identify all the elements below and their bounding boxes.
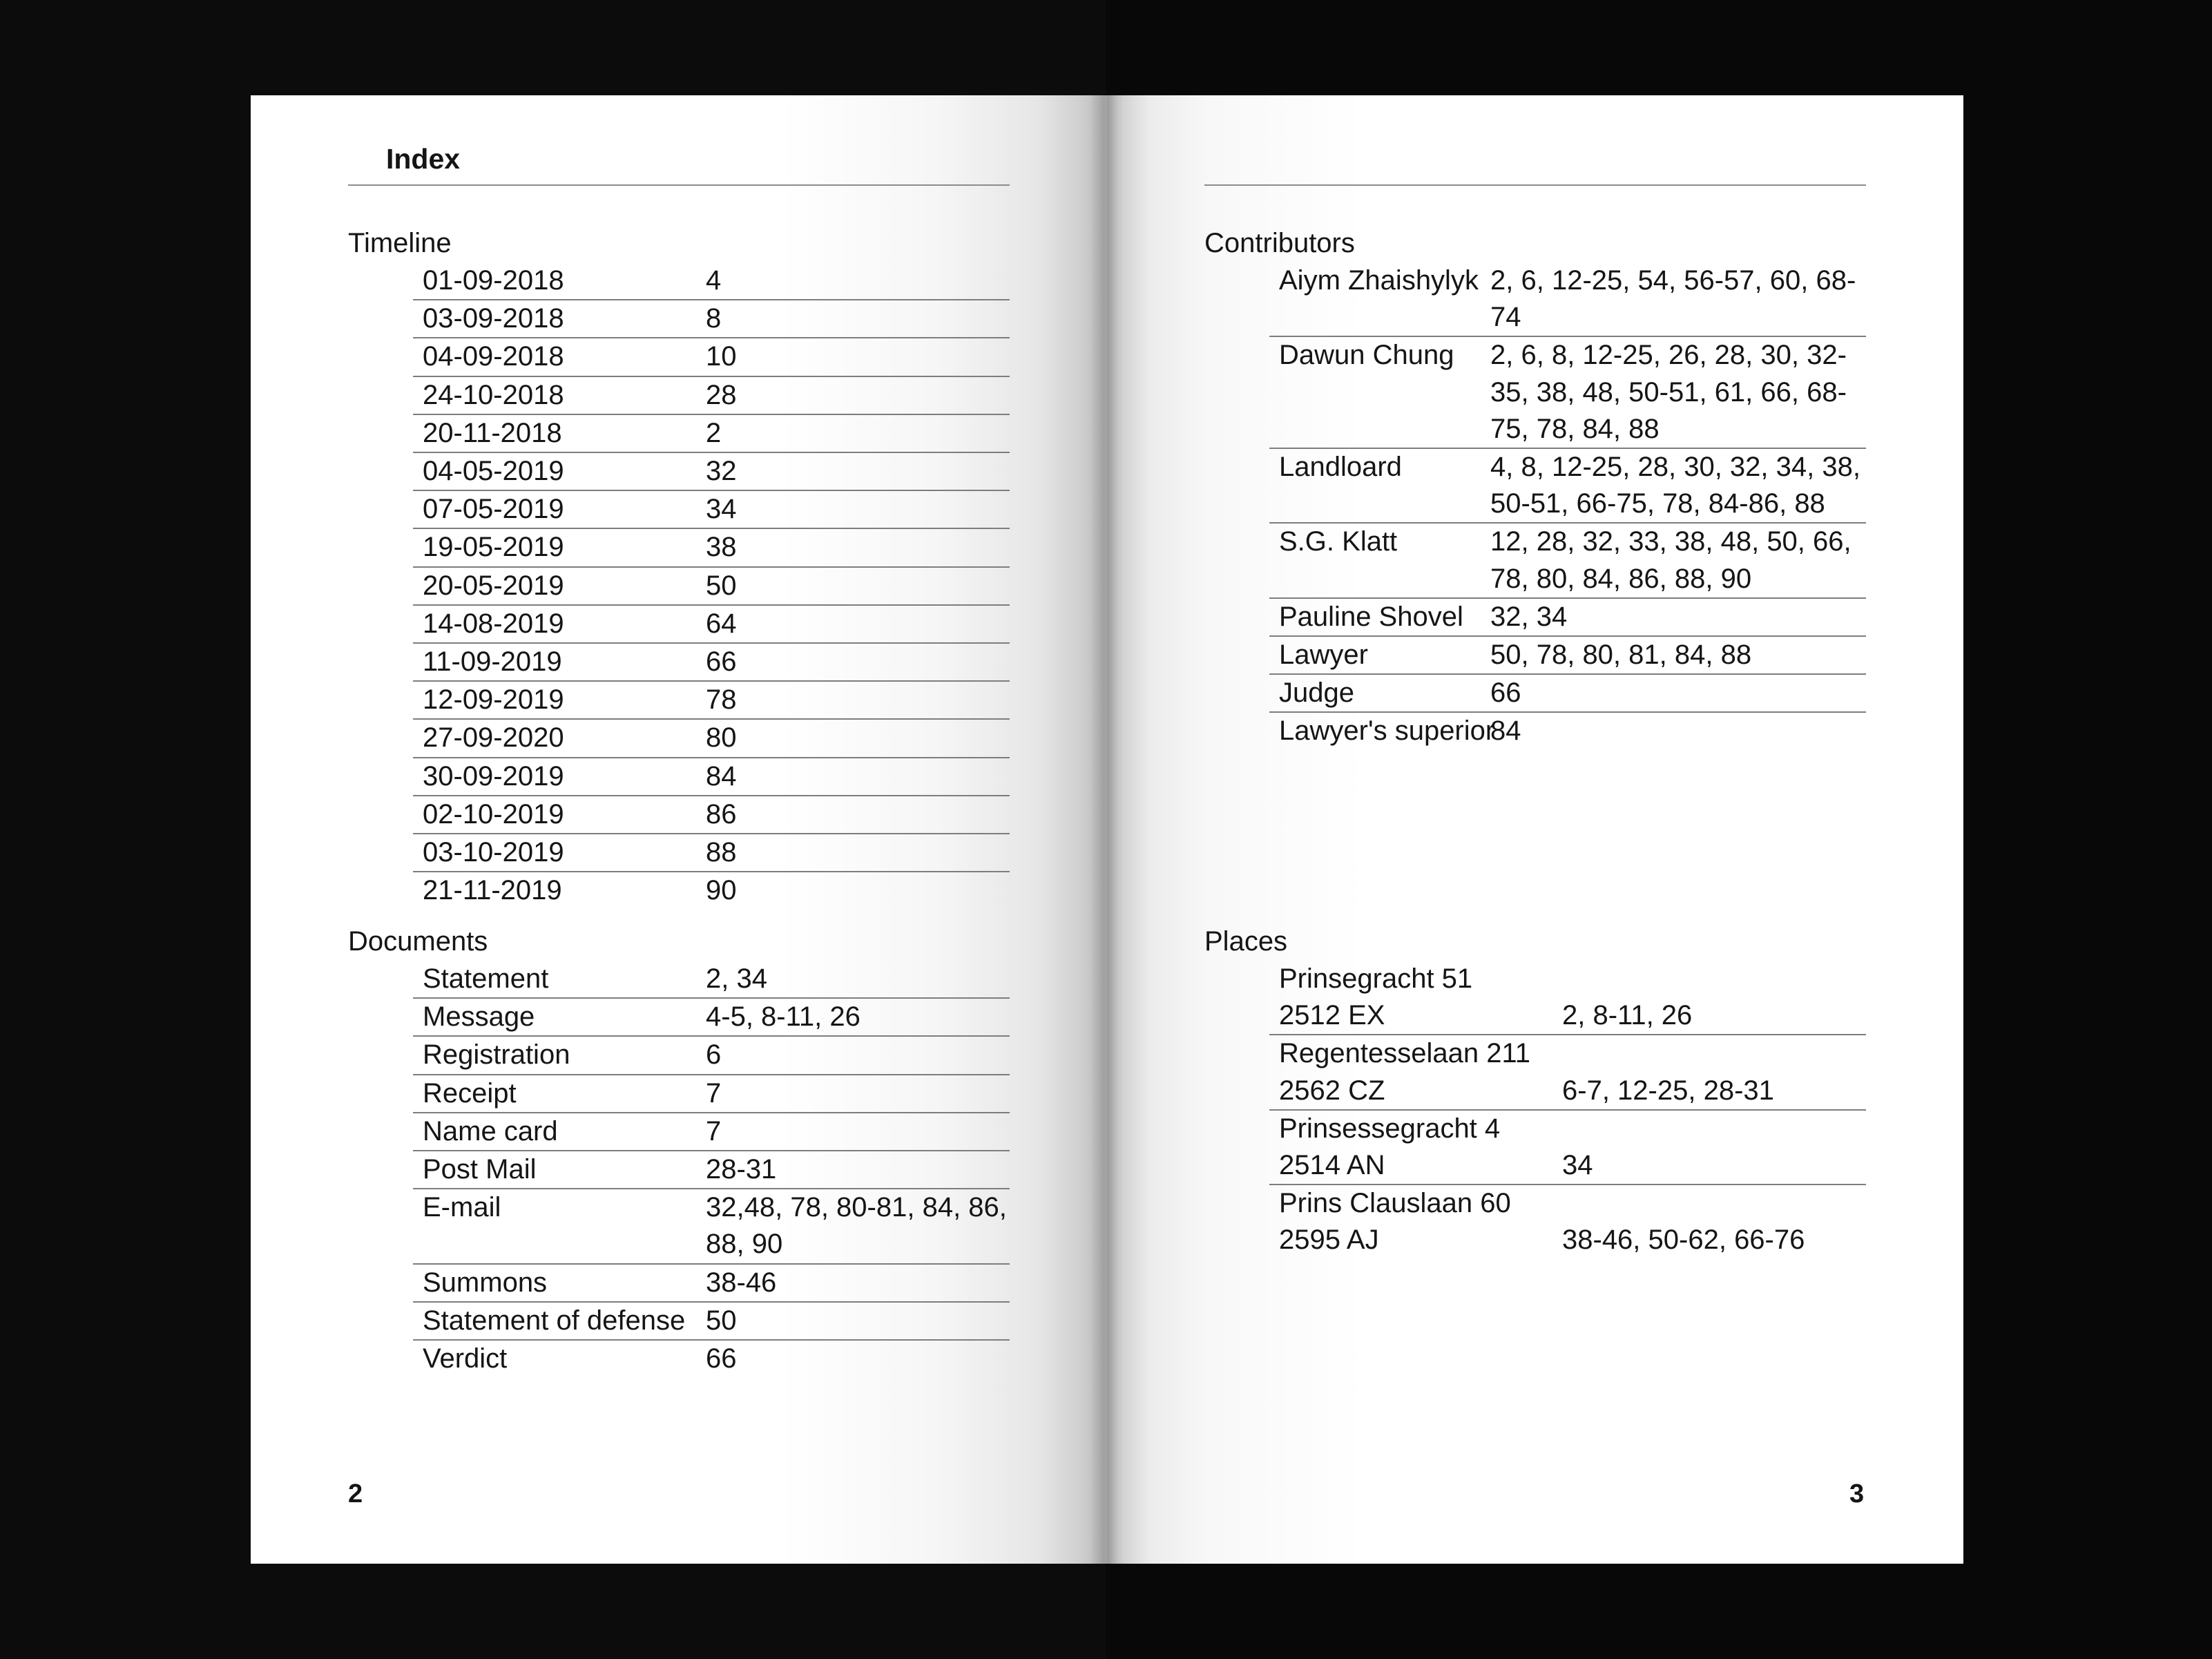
place-postcode: 2595 AJ xyxy=(1279,1225,1379,1256)
timeline-row xyxy=(413,568,1010,606)
entry-label: 19-05-2019 xyxy=(423,532,564,563)
timeline-title: Timeline xyxy=(348,228,452,258)
timeline-row xyxy=(413,758,1010,796)
contributor-row xyxy=(1269,524,1866,598)
timeline-row xyxy=(413,529,1010,567)
document-row xyxy=(413,1075,1010,1113)
entry-pages: 32, 34 xyxy=(1490,601,1568,632)
timeline-row xyxy=(413,453,1010,491)
contributor-row xyxy=(1269,337,1866,449)
entry-pages: 64 xyxy=(706,608,737,639)
contributors-table xyxy=(1269,262,1866,750)
entry-pages: 6 xyxy=(706,1039,722,1071)
entry-pages: 4, 8, 12-25, 28, 30, 32, 34, 38, 50-51, 66-75, 78, 84-86, 88 xyxy=(1490,452,1860,519)
timeline-row xyxy=(413,606,1010,644)
entry-label: 03-10-2019 xyxy=(423,837,564,868)
header-rule-right xyxy=(1204,184,1866,186)
timeline-row xyxy=(413,644,1010,682)
timeline-row xyxy=(413,834,1010,872)
entry-label: Pauline Shovel xyxy=(1279,601,1463,632)
entry-label: 11-09-2019 xyxy=(423,646,562,678)
place-pages: 2, 8-11, 26 xyxy=(1562,1000,1693,1031)
documents-table xyxy=(413,961,1010,1377)
header-rule-left xyxy=(348,184,1010,186)
entry-pages: 7 xyxy=(706,1077,722,1109)
entry-label: Name card xyxy=(423,1115,558,1147)
place-postcode: 2514 AN xyxy=(1279,1150,1385,1181)
timeline-row xyxy=(413,377,1010,415)
entry-pages: 2, 6, 8, 12-25, 26, 28, 30, 32-35, 38, 48, 50-51, 61, 66, 68-75, 78, 84, 88 xyxy=(1490,340,1847,444)
place-postcode: 2512 EX xyxy=(1279,1000,1385,1031)
place-row xyxy=(1269,1111,1866,1185)
contributor-row xyxy=(1269,675,1866,713)
entry-pages: 80 xyxy=(706,722,737,754)
document-row xyxy=(413,999,1010,1037)
place-postcode: 2562 CZ xyxy=(1279,1075,1385,1106)
page-number-left: 2 xyxy=(348,1479,363,1508)
timeline-row xyxy=(413,682,1010,720)
entry-label: 21-11-2019 xyxy=(423,875,562,906)
entry-pages: 4-5, 8-11, 26 xyxy=(706,1001,860,1033)
timeline-row xyxy=(413,415,1010,453)
entry-label: 24-10-2018 xyxy=(423,379,564,410)
place-pages: 6-7, 12-25, 28-31 xyxy=(1562,1075,1774,1106)
place-row xyxy=(1269,1185,1866,1258)
entry-label: 03-09-2018 xyxy=(423,303,564,334)
entry-label: 04-09-2018 xyxy=(423,341,564,372)
entry-pages: 4 xyxy=(706,265,722,296)
places-title: Places xyxy=(1204,926,1288,957)
document-row xyxy=(413,1151,1010,1189)
entry-pages: 28-31 xyxy=(706,1154,777,1185)
place-street: Prinsessegracht 4 xyxy=(1279,1113,1501,1144)
entry-label: 30-09-2019 xyxy=(423,760,564,792)
index-heading: Index xyxy=(386,143,461,175)
entry-pages: 86 xyxy=(706,798,737,830)
timeline-table xyxy=(413,262,1010,909)
document-row xyxy=(413,961,1010,999)
contributor-row xyxy=(1269,637,1866,675)
entry-pages: 50, 78, 80, 81, 84, 88 xyxy=(1490,640,1752,671)
document-row xyxy=(413,1189,1010,1264)
timeline-row xyxy=(413,300,1010,338)
entry-pages: 2 xyxy=(706,417,722,448)
entry-pages: 84 xyxy=(706,760,737,792)
entry-label: 07-05-2019 xyxy=(423,494,564,525)
contributor-row xyxy=(1269,449,1866,524)
entry-label: S.G. Klatt xyxy=(1279,526,1398,557)
entry-label: Summons xyxy=(423,1267,548,1298)
document-row xyxy=(413,1113,1010,1151)
entry-pages: 28 xyxy=(706,379,737,410)
place-street: Regentesselaan 211 xyxy=(1279,1038,1530,1069)
contributor-row xyxy=(1269,262,1866,337)
document-row xyxy=(413,1341,1010,1377)
place-street: Prinsegracht 51 xyxy=(1279,963,1473,994)
timeline-row xyxy=(413,262,1010,300)
entry-label: 14-08-2019 xyxy=(423,608,564,639)
entry-pages: 66 xyxy=(1490,678,1521,709)
entry-label: Verdict xyxy=(423,1343,508,1374)
contributors-title: Contributors xyxy=(1204,228,1355,258)
place-row xyxy=(1269,961,1866,1035)
entry-pages: 12, 28, 32, 33, 38, 48, 50, 66, 78, 80, 84, 86, 88, 90 xyxy=(1490,526,1852,594)
timeline-row xyxy=(413,796,1010,834)
entry-label: Registration xyxy=(423,1039,570,1071)
entry-pages: 50 xyxy=(706,570,737,601)
entry-label: 20-11-2018 xyxy=(423,417,562,448)
entry-pages: 2, 6, 12-25, 54, 56-57, 60, 68-74 xyxy=(1490,265,1856,333)
timeline-row xyxy=(413,338,1010,376)
entry-pages: 32,48, 78, 80-81, 84, 86, 88, 90 xyxy=(706,1192,1007,1260)
entry-label: 04-05-2019 xyxy=(423,456,564,487)
place-pages: 38-46, 50-62, 66-76 xyxy=(1562,1225,1805,1256)
timeline-row xyxy=(413,491,1010,529)
entry-pages: 32 xyxy=(706,456,737,487)
entry-pages: 38-46 xyxy=(706,1267,777,1298)
entry-pages: 88 xyxy=(706,837,737,868)
entry-pages: 50 xyxy=(706,1305,737,1336)
entry-label: 20-05-2019 xyxy=(423,570,564,601)
entry-pages: 66 xyxy=(706,1343,737,1374)
entry-label: Statement of defense xyxy=(423,1305,686,1336)
entry-pages: 78 xyxy=(706,684,737,716)
entry-label: E-mail xyxy=(423,1192,501,1223)
document-row xyxy=(413,1303,1010,1341)
entry-pages: 8 xyxy=(706,303,722,334)
page-number-right: 3 xyxy=(1849,1479,1865,1508)
entry-label: 02-10-2019 xyxy=(423,798,564,830)
entry-pages: 7 xyxy=(706,1115,722,1147)
timeline-row xyxy=(413,720,1010,758)
entry-label: 01-09-2018 xyxy=(423,265,564,296)
entry-pages: 34 xyxy=(706,494,737,525)
entry-pages: 2, 34 xyxy=(706,963,767,994)
entry-label: Post Mail xyxy=(423,1154,537,1185)
entry-pages: 38 xyxy=(706,532,737,563)
timeline-row xyxy=(413,872,1010,909)
contributor-row xyxy=(1269,599,1866,637)
entry-label: Landloard xyxy=(1279,452,1402,483)
entry-label: Message xyxy=(423,1001,535,1033)
entry-label: 27-09-2020 xyxy=(423,722,564,754)
place-row xyxy=(1269,1035,1866,1110)
document-row xyxy=(413,1037,1010,1075)
entry-pages: 90 xyxy=(706,875,737,906)
entry-pages: 66 xyxy=(706,646,737,678)
documents-title: Documents xyxy=(348,926,488,957)
places-table xyxy=(1269,961,1866,1259)
entry-pages: 84 xyxy=(1490,716,1521,747)
entry-label: Dawun Chung xyxy=(1279,340,1454,371)
place-street: Prins Clauslaan 60 xyxy=(1279,1188,1511,1219)
place-pages: 34 xyxy=(1562,1150,1593,1181)
contributor-row xyxy=(1269,713,1866,749)
entry-label: Lawyer xyxy=(1279,640,1368,671)
entry-label: Receipt xyxy=(423,1077,517,1109)
entry-label: Judge xyxy=(1279,678,1354,709)
entry-label: Aiym Zhaishylyk xyxy=(1279,265,1479,296)
document-row xyxy=(413,1265,1010,1303)
entry-label: Statement xyxy=(423,963,549,994)
entry-label: Lawyer's superior xyxy=(1279,716,1495,747)
book-gutter xyxy=(1090,95,1117,1564)
entry-pages: 10 xyxy=(706,341,737,372)
entry-label: 12-09-2019 xyxy=(423,684,564,716)
